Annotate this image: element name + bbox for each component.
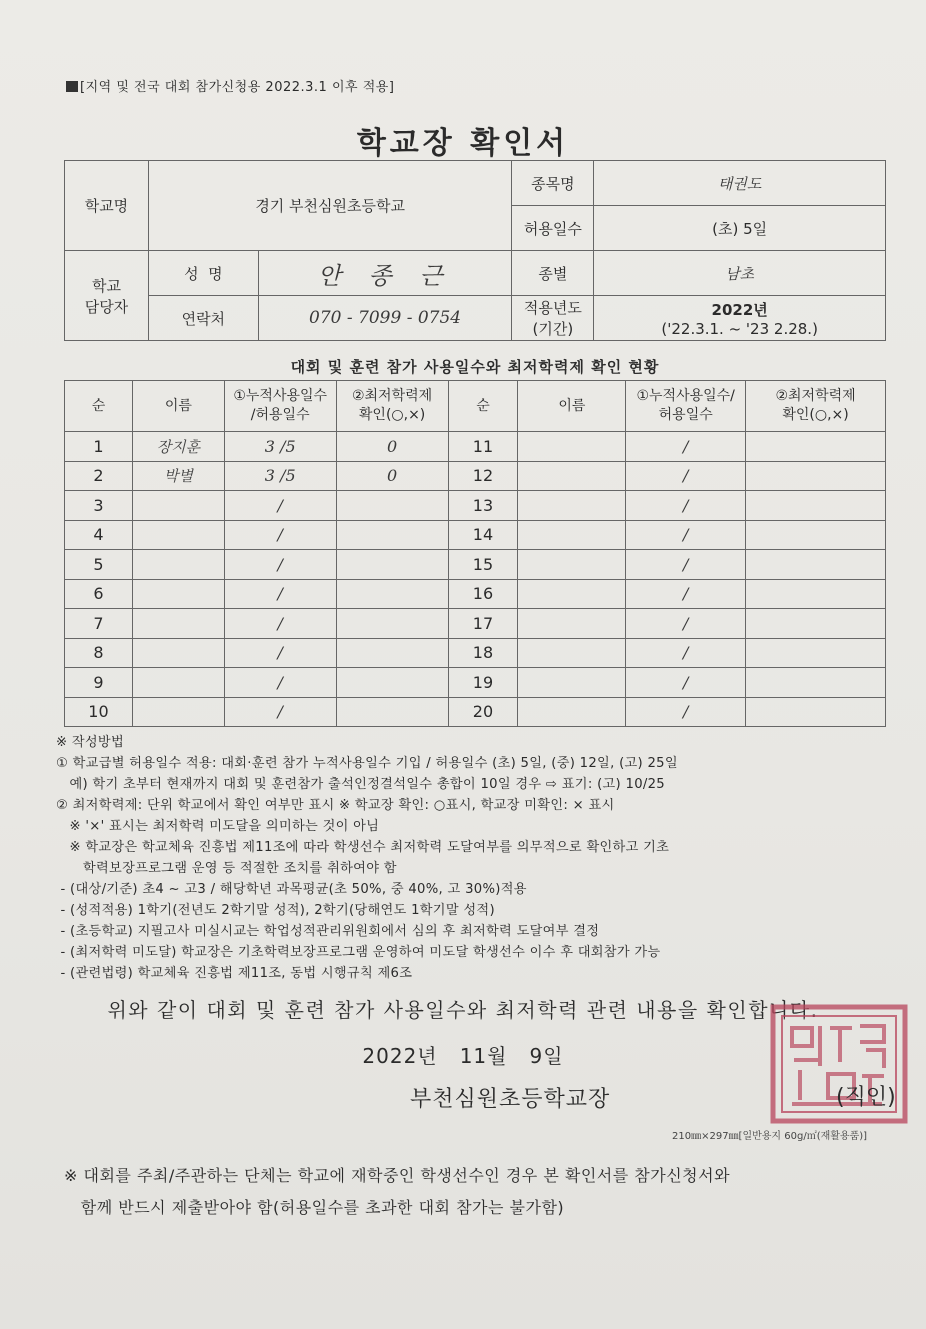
row-days-right: / <box>626 579 746 609</box>
document-title: 학교장 확인서 <box>356 126 570 161</box>
instruction-line: ※ 학교장은 학교체육 진흥법 제11조에 따라 학생선수 최저학력 도달여부를 의무적으로 확인하고 기초 <box>56 840 670 855</box>
row-name <box>132 697 224 727</box>
row-no: 7 <box>65 609 133 639</box>
year-label <box>512 296 594 341</box>
table-row <box>65 491 886 521</box>
row-name <box>132 609 224 639</box>
row-no-right: 18 <box>448 638 518 668</box>
row-days-right: / <box>626 638 746 668</box>
row-name-right <box>518 520 626 550</box>
contact-label: 연락처 <box>148 296 258 341</box>
principal-name: 부천심원초등학교장 <box>410 1087 611 1112</box>
table-row <box>65 579 886 609</box>
row-no-right: 14 <box>448 520 518 550</box>
row-name-right <box>518 461 626 491</box>
row-min-right <box>746 550 886 580</box>
status-table <box>64 380 886 727</box>
header-days <box>224 381 336 432</box>
row-no: 5 <box>65 550 133 580</box>
event-value: 태권도 <box>594 161 886 206</box>
row-min <box>336 579 448 609</box>
row-min <box>336 697 448 727</box>
days-value: (초) 5일 <box>594 206 886 251</box>
row-no: 1 <box>65 432 133 462</box>
issue-date: 2022년 11월 9일 <box>362 1044 564 1068</box>
row-days: / <box>224 491 336 521</box>
row-no: 9 <box>65 668 133 698</box>
name-label: 성 명 <box>148 251 258 296</box>
row-name <box>132 491 224 521</box>
table-row <box>65 668 886 698</box>
row-min-right <box>746 461 886 491</box>
row-name: 박별 <box>132 461 224 491</box>
row-days-right: / <box>626 550 746 580</box>
row-days: 3 /5 <box>224 461 336 491</box>
year-value: 2022년 <box>711 300 768 319</box>
row-min <box>336 550 448 580</box>
paper-size-note: 210㎜×297㎜[일반용지 60g/㎡(재활용품)] <box>672 1131 868 1142</box>
days-label: 허용일수 <box>512 206 594 251</box>
row-name-right <box>518 491 626 521</box>
header-min-line1: ②최저학력제 <box>351 388 433 404</box>
header-no: 순 <box>65 381 133 432</box>
year-label-line1: 적용년도 <box>523 299 582 317</box>
row-name: 장지훈 <box>132 432 224 462</box>
row-days: / <box>224 550 336 580</box>
row-no: 10 <box>65 697 133 727</box>
header-min-right <box>746 381 886 432</box>
row-days: 3 /5 <box>224 432 336 462</box>
instruction-line: ① 학교급별 허용일수 적용: 대회·훈련 참가 누적사용일수 기입 / 허용일수 (초) 5일, (중) 12일, (고) 25일 <box>56 756 678 771</box>
header-min-right-line1: ②최저학력제 <box>775 388 856 404</box>
row-min-right <box>746 668 886 698</box>
instruction-line: ※ '×' 표시는 최저학력 미도달을 의미하는 것이 아님 <box>56 819 380 834</box>
form-usage-note <box>66 76 394 95</box>
row-no-right: 12 <box>448 461 518 491</box>
header-min-line2: 확인(○,×) <box>358 407 426 423</box>
row-days-right: / <box>626 461 746 491</box>
row-name-right <box>518 697 626 727</box>
footer-line1: ※ 대회를 주최/주관하는 단체는 학교에 재학중인 학생선수인 경우 본 확인서를 참가신청서와 <box>64 1166 731 1185</box>
header-no-right: 순 <box>448 381 518 432</box>
row-no-right: 15 <box>448 550 518 580</box>
row-min-right <box>746 579 886 609</box>
manager-label-line1: 학교 <box>91 276 121 295</box>
row-days-right: / <box>626 697 746 727</box>
header-min <box>336 381 448 432</box>
table-row <box>65 697 886 727</box>
row-days-right: / <box>626 520 746 550</box>
footer-line2: 함께 반드시 제출받아야 함(허용일수를 초과한 대회 참가는 불가함) <box>64 1198 565 1217</box>
row-name-right <box>518 638 626 668</box>
row-min <box>336 609 448 639</box>
row-no: 3 <box>65 491 133 521</box>
period-value: ('22.3.1. ~ '23 2.28.) <box>661 319 818 338</box>
row-name-right <box>518 432 626 462</box>
manager-label <box>65 251 149 341</box>
table-row <box>65 609 886 639</box>
year-value-cell <box>594 296 886 341</box>
row-name-right <box>518 550 626 580</box>
row-no-right: 13 <box>448 491 518 521</box>
row-min-right <box>746 609 886 639</box>
row-days: / <box>224 668 336 698</box>
row-no-right: 19 <box>448 668 518 698</box>
row-min-right <box>746 491 886 521</box>
row-name <box>132 550 224 580</box>
row-min <box>336 668 448 698</box>
header-name: 이름 <box>132 381 224 432</box>
footer-note <box>64 1160 904 1224</box>
header-days-line2: /허용일수 <box>250 407 310 423</box>
row-days: / <box>224 638 336 668</box>
school-label: 학교명 <box>65 161 149 251</box>
row-days: / <box>224 609 336 639</box>
school-value: 경기 부천심원초등학교 <box>148 161 512 251</box>
row-min: 0 <box>336 432 448 462</box>
row-name <box>132 668 224 698</box>
header-name-right: 이름 <box>518 381 626 432</box>
contact-value: 070 - 7099 - 0754 <box>258 296 512 341</box>
row-days: / <box>224 697 336 727</box>
table-row <box>65 432 886 462</box>
row-name <box>132 579 224 609</box>
header-min-right-line2: 확인(○,×) <box>782 407 849 423</box>
row-min-right <box>746 520 886 550</box>
row-days-right: / <box>626 491 746 521</box>
instruction-line: - (최저학력 미도달) 학교장은 기초학력보장프로그램 운영하여 미도달 학생선수 이수 후 대회참가 가능 <box>56 945 661 960</box>
row-min <box>336 491 448 521</box>
row-days-right: / <box>626 609 746 639</box>
table-row <box>65 550 886 580</box>
event-label: 종목명 <box>512 161 594 206</box>
year-label-line2: (기간) <box>532 320 574 338</box>
row-no-right: 17 <box>448 609 518 639</box>
row-min <box>336 520 448 550</box>
instruction-line: - (초등학교) 지필고사 미실시교는 학업성적관리위원회에서 심의 후 최저학력 도달여부 결정 <box>56 924 600 939</box>
instructions <box>56 732 906 984</box>
instruction-line: ※ 작성방법 <box>56 735 124 750</box>
header-days-right <box>626 381 746 432</box>
row-days: / <box>224 579 336 609</box>
row-name <box>132 520 224 550</box>
info-table <box>64 160 886 341</box>
row-no: 2 <box>65 461 133 491</box>
table-row <box>65 638 886 668</box>
instruction-line: 학력보장프로그램 운영 등 적절한 조치를 취하여야 함 <box>56 861 397 876</box>
manager-label-line2: 담당자 <box>84 297 129 316</box>
row-no-right: 20 <box>448 697 518 727</box>
row-no: 4 <box>65 520 133 550</box>
row-no: 6 <box>65 579 133 609</box>
gender-label: 종별 <box>512 251 594 296</box>
header-days-right-line1: ①누적사용일수/ <box>636 388 735 404</box>
header-days-line1: ①누적사용일수 <box>233 388 328 404</box>
header-days-right-line2: 허용일수 <box>658 407 713 423</box>
table-row <box>65 520 886 550</box>
instruction-line: - (관련법령) 학교체육 진흥법 제11조, 동법 시행규칙 제6조 <box>56 966 413 981</box>
row-name-right <box>518 668 626 698</box>
status-subtitle: 대회 및 훈련 참가 사용일수와 최저학력제 확인 현황 <box>290 358 660 376</box>
row-days: / <box>224 520 336 550</box>
row-days-right: / <box>626 668 746 698</box>
row-name-right <box>518 609 626 639</box>
row-min-right <box>746 432 886 462</box>
row-no: 8 <box>65 638 133 668</box>
row-name <box>132 638 224 668</box>
instruction-line: 예) 학기 초부터 현재까지 대회 및 훈련참가 출석인정결석일수 총합이 10일 경우 ⇨ 표기: (고) 10/25 <box>56 777 666 792</box>
instruction-line: - (성적적용) 1학기(전년도 2학기말 성적), 2학기(당해연도 1학기말 성적) <box>56 903 495 918</box>
row-days-right: / <box>626 432 746 462</box>
row-min: 0 <box>336 461 448 491</box>
confirmation-statement: 위와 같이 대회 및 훈련 참가 사용일수와 최저학력 관련 내용을 확인합니다. <box>107 998 819 1022</box>
name-value: 안 종 근 <box>258 251 512 296</box>
row-no-right: 11 <box>448 432 518 462</box>
gender-value: 남초 <box>594 251 886 296</box>
instruction-line: ② 최저학력제: 단위 학교에서 확인 여부만 표시 ※ 학교장 확인: ○표시, 학교장 미확인: × 표시 <box>56 798 615 813</box>
table-row <box>65 461 886 491</box>
row-min <box>336 638 448 668</box>
row-name-right <box>518 579 626 609</box>
row-min-right <box>746 638 886 668</box>
instruction-line: - (대상/기준) 초4 ~ 고3 / 해당학년 과목평균(초 50%, 중 40%, 고 30%)적용 <box>56 882 527 897</box>
form-usage-note-text: [지역 및 전국 대회 참가신청용 2022.3.1 이후 적용] <box>80 80 395 95</box>
seal-label: (직인) <box>836 1085 896 1110</box>
row-no-right: 16 <box>448 579 518 609</box>
row-min-right <box>746 697 886 727</box>
status-table-body <box>65 432 886 727</box>
square-bullet-icon <box>66 81 78 92</box>
